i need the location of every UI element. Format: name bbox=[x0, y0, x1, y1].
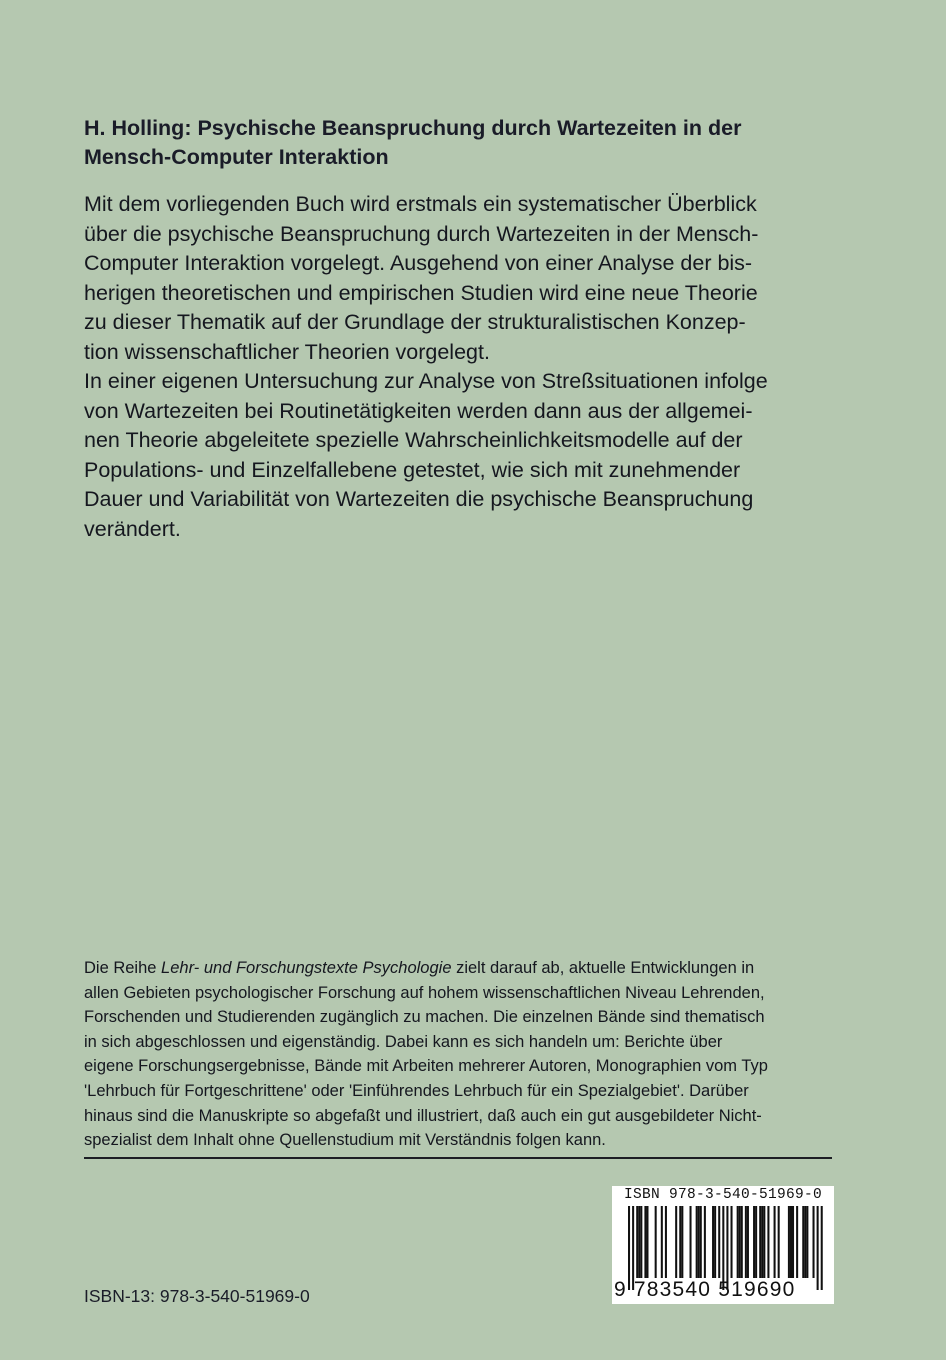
barcode-bar bbox=[690, 1206, 692, 1278]
barcode-bar bbox=[741, 1206, 743, 1278]
barcode-bar bbox=[646, 1206, 648, 1278]
barcode-bar bbox=[802, 1206, 804, 1278]
barcode-bar bbox=[813, 1206, 815, 1278]
barcode-bar bbox=[759, 1206, 761, 1278]
barcode-bar bbox=[788, 1206, 790, 1278]
barcode-bar bbox=[661, 1206, 663, 1278]
abstract-line: nen Theorie abgeleitete spezielle Wahrscheinlichkeitsmodelle auf der bbox=[84, 428, 743, 452]
barcode-bar bbox=[698, 1206, 700, 1278]
barcode-bar bbox=[767, 1206, 769, 1278]
series-line: spezialist dem Inhalt ohne Quellenstudium mit Verständnis folgen kann. bbox=[84, 1131, 606, 1150]
book-title bbox=[84, 114, 884, 172]
barcode-bar bbox=[638, 1206, 640, 1278]
abstract-line: Mit dem vorliegenden Buch wird erstmals ein systematischer Überblick bbox=[84, 192, 757, 216]
abstract-line: verändert. bbox=[84, 516, 181, 541]
barcode-bar bbox=[718, 1206, 720, 1278]
abstract-line: von Wartezeiten bei Routinetätigkeiten werden dann aus der allgemei- bbox=[84, 398, 753, 423]
barcode-bar bbox=[790, 1206, 792, 1278]
barcode-bar bbox=[655, 1206, 657, 1278]
series-line: allen Gebieten psychologischer Forschung auf hohem wissenschaftlichen Niveau Lehrenden, bbox=[84, 983, 765, 1002]
series-name: Lehr- und Forschungstexte Psychologie bbox=[161, 959, 452, 977]
book-abstract bbox=[84, 190, 884, 544]
barcode-bar bbox=[712, 1206, 714, 1278]
series-line: hinaus sind die Manuskripte so abgefaßt und illustriert, daß auch ein gut ausgebildeter Nicht- bbox=[84, 1106, 762, 1125]
series-prefix: Die Reihe bbox=[84, 959, 162, 977]
barcode-bar bbox=[731, 1206, 733, 1278]
abstract-line: herigen theoretischen und empirischen Studien wird eine neue Theorie bbox=[84, 280, 758, 305]
barcode-ean-digits: 9 783540 519690 bbox=[614, 1278, 796, 1301]
isbn-barcode bbox=[612, 1186, 834, 1304]
barcode-bar bbox=[806, 1206, 808, 1278]
barcode-bar bbox=[796, 1206, 798, 1278]
barcode-bar bbox=[761, 1206, 763, 1278]
barcode-bar bbox=[679, 1206, 681, 1278]
barcode-bar bbox=[763, 1206, 765, 1278]
barcode-bar bbox=[755, 1206, 757, 1278]
barcode-bar bbox=[714, 1206, 716, 1278]
barcode-bar bbox=[804, 1206, 806, 1278]
barcode-bar bbox=[696, 1206, 698, 1278]
barcode-bar bbox=[747, 1206, 749, 1278]
barcode-bar bbox=[640, 1206, 642, 1278]
abstract-line: tion wissenschaftlicher Theorien vorgelegt. bbox=[84, 339, 490, 364]
abstract-line: über die psychische Beanspruchung durch Wartezeiten in der Mensch- bbox=[84, 221, 759, 246]
barcode-bar bbox=[737, 1206, 739, 1278]
barcode-bar bbox=[700, 1206, 702, 1278]
book-title-line-1: H. Holling: Psychische Beanspruchung durch Wartezeiten in der bbox=[84, 116, 742, 140]
book-title-line-2: Mensch-Computer Interaktion bbox=[84, 145, 389, 169]
abstract-line: Computer Interaktion vorgelegt. Ausgehend von einer Analyse der bis- bbox=[84, 251, 753, 275]
barcode-bar bbox=[774, 1206, 776, 1278]
abstract-line: zu dieser Thematik auf der Grundlage der strukturalistischen Konzep- bbox=[84, 310, 746, 334]
barcode-bar bbox=[739, 1206, 741, 1278]
barcode-bar bbox=[644, 1206, 646, 1278]
series-suffix: zielt darauf ab, aktuelle Entwicklungen in bbox=[451, 959, 755, 977]
series-line-1 bbox=[84, 956, 864, 981]
series-line: Forschenden und Studierenden zugänglich zu machen. Die einzelnen Bände sind thematisch bbox=[84, 1008, 765, 1027]
series-line: in sich abgeschlossen und eigenständig. Dabei kann es sich handeln um: Berichte über bbox=[84, 1032, 723, 1051]
barcode-isbn-label: ISBN 978-3-540-51969-0 bbox=[623, 1187, 823, 1203]
barcode-bar bbox=[792, 1206, 794, 1278]
barcode-bar bbox=[778, 1206, 780, 1278]
barcode-bar bbox=[681, 1206, 683, 1278]
series-line: 'Lehrbuch für Fortgeschrittene' oder 'Einführendes Lehrbuch für ein Spezialgebiet'. Darüber bbox=[84, 1081, 749, 1100]
barcode-bar bbox=[745, 1206, 747, 1278]
series-description bbox=[84, 956, 864, 1153]
abstract-line: Dauer und Variabilität von Wartezeiten die psychische Beanspruchung bbox=[84, 487, 754, 511]
abstract-line: Populations- und Einzelfallebene getestet, wie sich mit zunehmender bbox=[84, 457, 741, 482]
barcode-bar bbox=[753, 1206, 755, 1278]
barcode-bar bbox=[704, 1206, 706, 1278]
isbn-13: ISBN-13: 978-3-540-51969-0 bbox=[84, 1286, 310, 1306]
divider-rule bbox=[84, 1157, 832, 1159]
barcode-bar bbox=[636, 1206, 638, 1278]
series-line: eigene Forschungsergebnisse, Bände mit Arbeiten mehrerer Autoren, Monographien vom Typ bbox=[84, 1057, 768, 1076]
barcode-bar bbox=[675, 1206, 677, 1278]
abstract-line: In einer eigenen Untersuchung zur Analyse von Streßsituationen infolge bbox=[84, 369, 768, 393]
barcode-bar bbox=[665, 1206, 667, 1278]
